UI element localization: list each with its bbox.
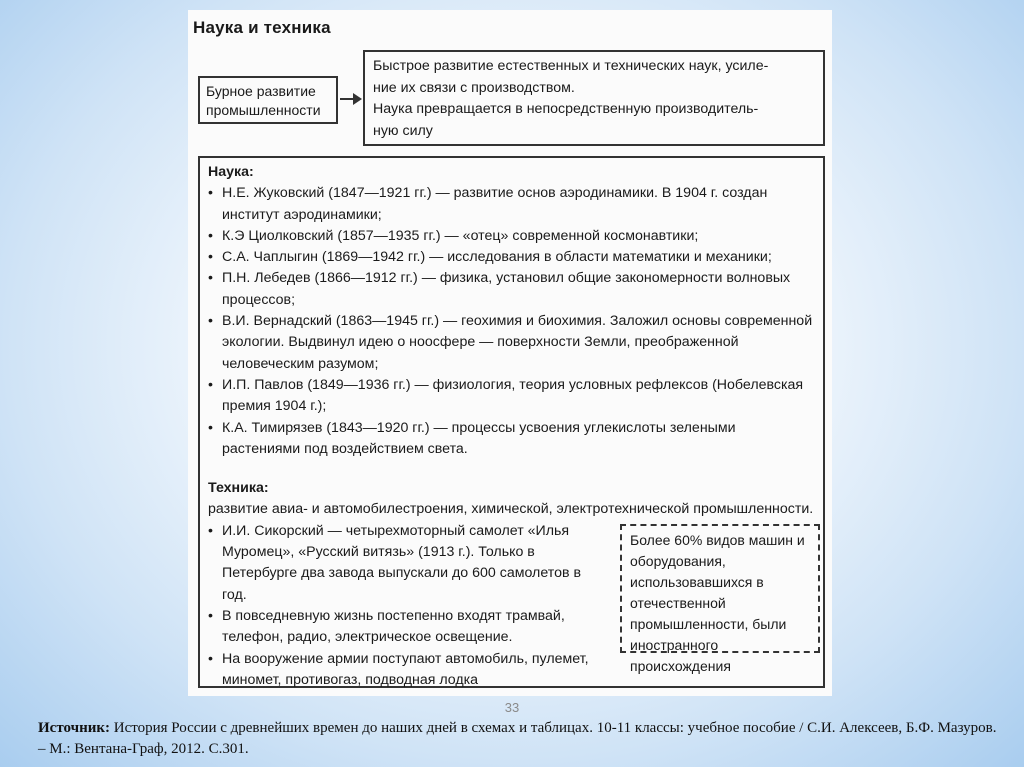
effect-line: ние их связи с производством. (373, 79, 575, 96)
list-item: • В.И. Вернадский (1863—1945 гг.) — геохимия и биохимия. Заложил основы современной экологии. Выдвинул идею о ноосфере — поверхности Земли, преображенной человеческим разумом; (208, 311, 815, 375)
list-item: • На вооружение армии поступают автомобиль, пулемет, миномет, противогаз, подводная лодка (208, 649, 603, 692)
list-item: • К.А. Тимирязев (1843—1920 гг.) — процессы усвоения углекислоты зелеными растениями под воздействием света. (208, 418, 815, 461)
technology-list (208, 521, 603, 691)
cause-box (198, 76, 338, 124)
effect-box (363, 50, 825, 146)
foreign-equipment-note: Более 60% видов машин и оборудования, использовавшихся в отечественной промышленности, были иностранного происхождения (620, 524, 820, 653)
effect-line: Наука превращается в непосредственную производитель- (373, 101, 759, 117)
source-citation (38, 718, 998, 760)
science-technology-box (198, 156, 825, 688)
section-heading: Наука и техника (193, 18, 331, 37)
page-number: 33 (504, 700, 520, 715)
technology-intro: развитие авиа- и автомобилестроения, химической, электротехнической промышленности. (208, 501, 814, 518)
list-item: • И.И. Сикорский — четырехмоторный самолет «Илья Муромец», «Русский витязь» (1913 г.). Только в Петербурге два завода выпускали до 600 самолетов в год. (208, 521, 603, 606)
cause-line: Бурное развитие (206, 83, 316, 99)
effect-line: ную силу (373, 122, 433, 139)
science-list (208, 183, 815, 460)
source-label: Источник: (38, 720, 110, 736)
list-item: • К.Э Циолковский (1857—1935 гг.) — «отец» современной космонавтики; (208, 226, 815, 247)
science-title: Наука: (208, 164, 254, 180)
list-item: • В повседневную жизнь постепенно входят трамвай, телефон, радио, электрическое освещение. (208, 606, 603, 649)
textbook-scan (188, 10, 832, 696)
effect-line: Быстрое развитие естественных и технических наук, усиле- (373, 58, 769, 74)
list-item: • И.П. Павлов (1849—1936 гг.) — физиология, теория условных рефлексов (Нобелевская премия 1904 г.); (208, 375, 815, 418)
cause-line: промышленности (206, 102, 321, 118)
list-item: • С.А. Чаплыгин (1869—1942 гг.) — исследования в области математики и механики; (208, 247, 815, 268)
technology-title: Техника: (208, 480, 269, 497)
list-item: • Н.Е. Жуковский (1847—1921 гг.) — развитие основ аэродинамики. В 1904 г. создан институт аэродинамики; (208, 183, 815, 226)
source-text: История России с древнейших времен до наших дней в схемах и таблицах. 10-11 классы: учебное пособие / С.И. Алексеев, Б.Ф. Мазуров. – М.: Вентана-Граф, 2012. С.301. (38, 720, 997, 757)
arrow-right-icon (340, 89, 362, 109)
list-item: • П.Н. Лебедев (1866—1912 гг.) — физика, установил общие закономерности волновых процессов; (208, 268, 815, 311)
